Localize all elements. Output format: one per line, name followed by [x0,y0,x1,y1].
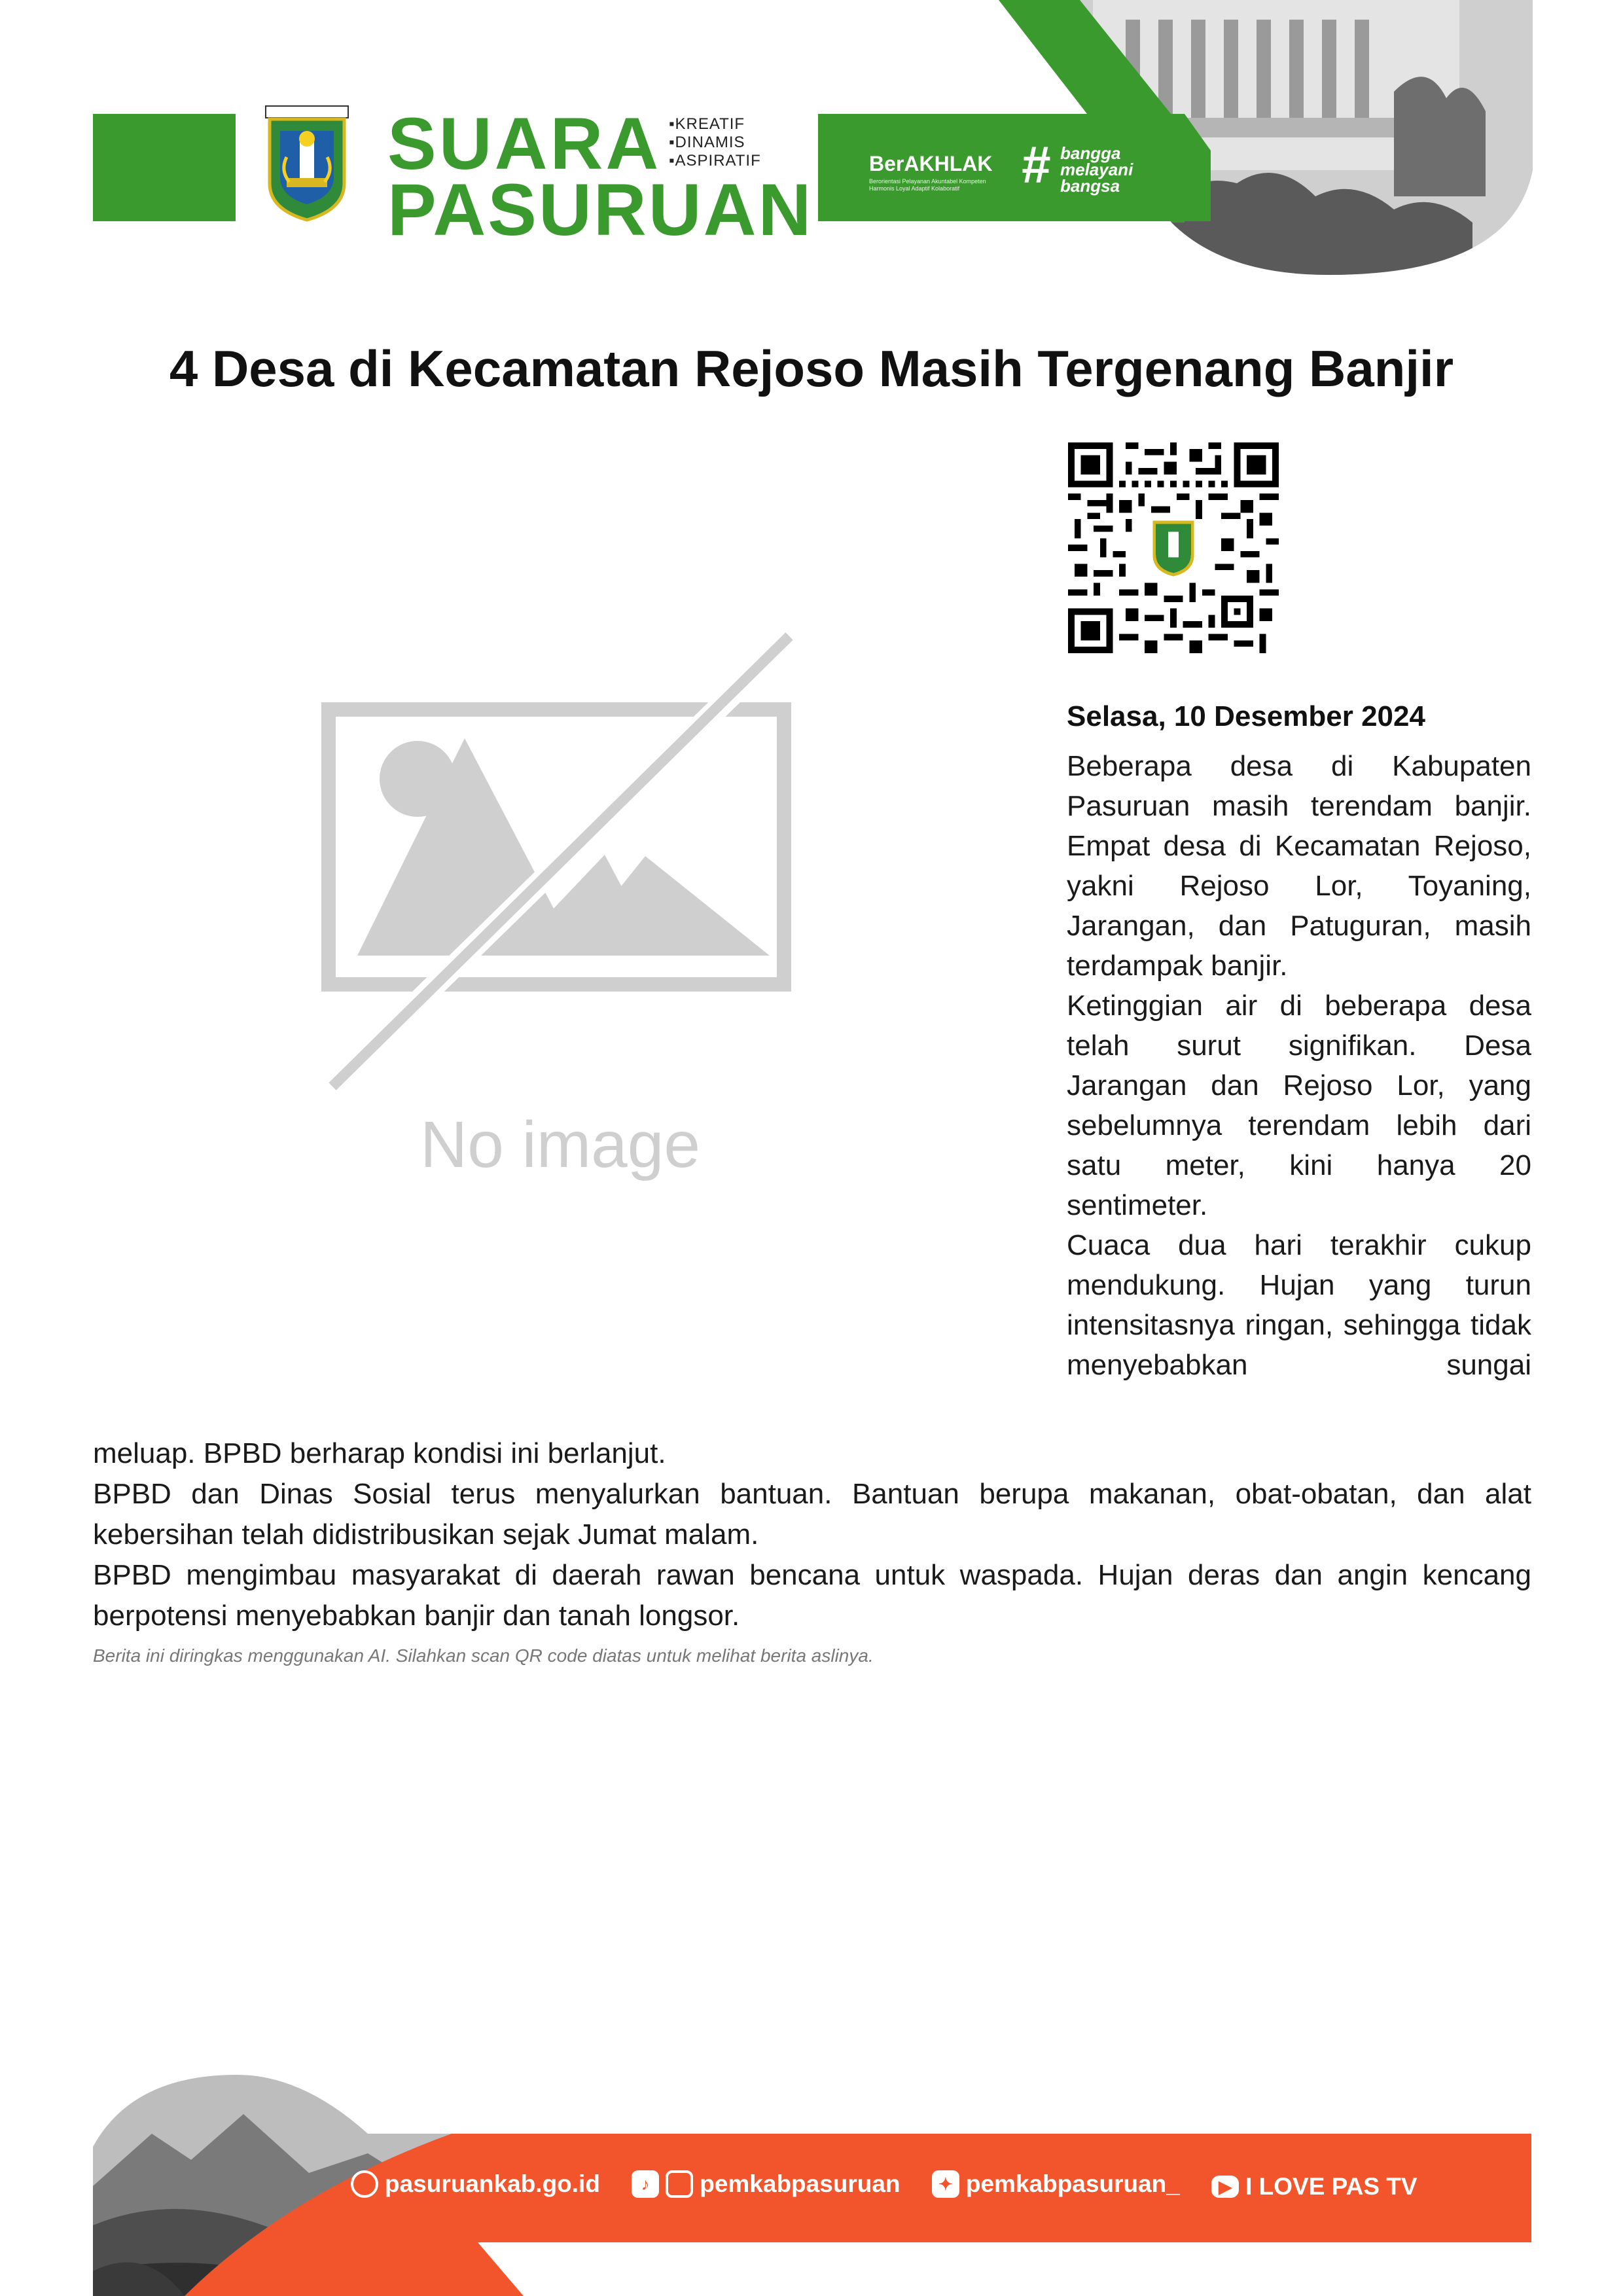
globe-icon [351,2170,378,2198]
paragraph-1: Beberapa desa di Kabupaten Pasuruan masih terendam banjir. Empat desa di Kecamatan Rejoso, yakni Rejoso Lor, Toyaning, Jarangan, dan Patuguran, masih terdampak banjir. [1067,750,1531,982]
tiktok-instagram-link[interactable] [632,2170,900,2198]
footer-social-links [351,2170,1442,2204]
qr-code[interactable] [1068,442,1279,653]
melayani-line: melayani [1060,160,1133,179]
paragraph-3-start: Cuaca dua hari terakhir cukup mendukung. Hujan yang turun intensitasnya ringan, sehingga tidak menyebabkan sungai [1067,1229,1531,1381]
slogan-kreatif: ▪ KREATIF [669,115,761,134]
tiktok-icon: ♪ [632,2170,659,2198]
youtube-label: I LOVE PAS TV [1245,2173,1418,2200]
brand-line2: PASURUAN [387,168,813,251]
berakhlak-logo-text: BerAKHLAK [869,152,993,175]
slogans [669,115,761,170]
website-label: pasuruankab.go.id [385,2170,600,2197]
bangga-hash: # [1021,135,1050,194]
instagram-icon [666,2170,693,2198]
ai-summary-note: Berita ini diringkas menggunakan AI. Silahkan scan QR code diatas untuk melihat berita aslinya. [93,1645,874,1666]
paragraph-3-end: meluap. BPBD berharap kondisi ini berlanjut. [93,1437,666,1469]
article-column-text [1067,746,1531,1385]
paragraph-4: BPBD dan Dinas Sosial terus menyalurkan bantuan. Bantuan berupa makanan, obat-obatan, dan alat kebersihan telah didistribusikan sejak Jumat malam. [93,1478,1531,1551]
twitter-icon: ✦ [932,2170,959,2198]
slogan-aspiratif: ▪ ASPIRATIF [669,152,761,170]
no-image-label: No image [420,1108,700,1181]
twitter-label: pemkabpasuruan_ [965,2170,1180,2197]
header-green-bar-left [93,114,236,221]
website-link[interactable] [351,2170,600,2198]
article-date: Selasa, 10 Desember 2024 [1067,700,1425,732]
berakhlak-subtitle: Berorientasi Pelayanan Akuntabel Kompeten Harmonis Loyal Adaptif Kolaboratif [869,178,986,192]
paragraph-2: Ketinggian air di beberapa desa telah surut signifikan. Desa Jarangan dan Rejoso Lor, yang sebelumnya terendam lebih dari satu meter, kini hanya 20 sentimeter. [1067,990,1531,1221]
youtube-link[interactable] [1211,2173,1417,2200]
bangga-line: bangga [1060,143,1121,163]
brand-line1: SUARA [387,103,662,185]
slogan-dinamis: ▪ DINAMIS [669,134,761,152]
paragraph-5: BPBD mengimbau masyarakat di daerah rawan bencana untuk waspada. Hujan deras dan angin kencang berpotensi menyebabkan banjir dan tanah longsor. [93,1559,1531,1632]
bangga-melayani-bangsa [1060,145,1133,194]
tiktok-instagram-label: pemkabpasuruan [700,2170,901,2197]
footer-orange-tail [452,2242,537,2296]
youtube-icon: ▶ [1211,2176,1239,2198]
header-building-photo [818,0,1533,288]
article-full-width-text [93,1433,1531,1636]
twitter-link[interactable] [932,2170,1180,2198]
kabupaten-crest-logo [260,105,353,223]
article-title: 4 Desa di Kecamatan Rejoso Masih Tergenang Banjir [169,340,1454,397]
bangsa-line: bangsa [1060,176,1120,196]
